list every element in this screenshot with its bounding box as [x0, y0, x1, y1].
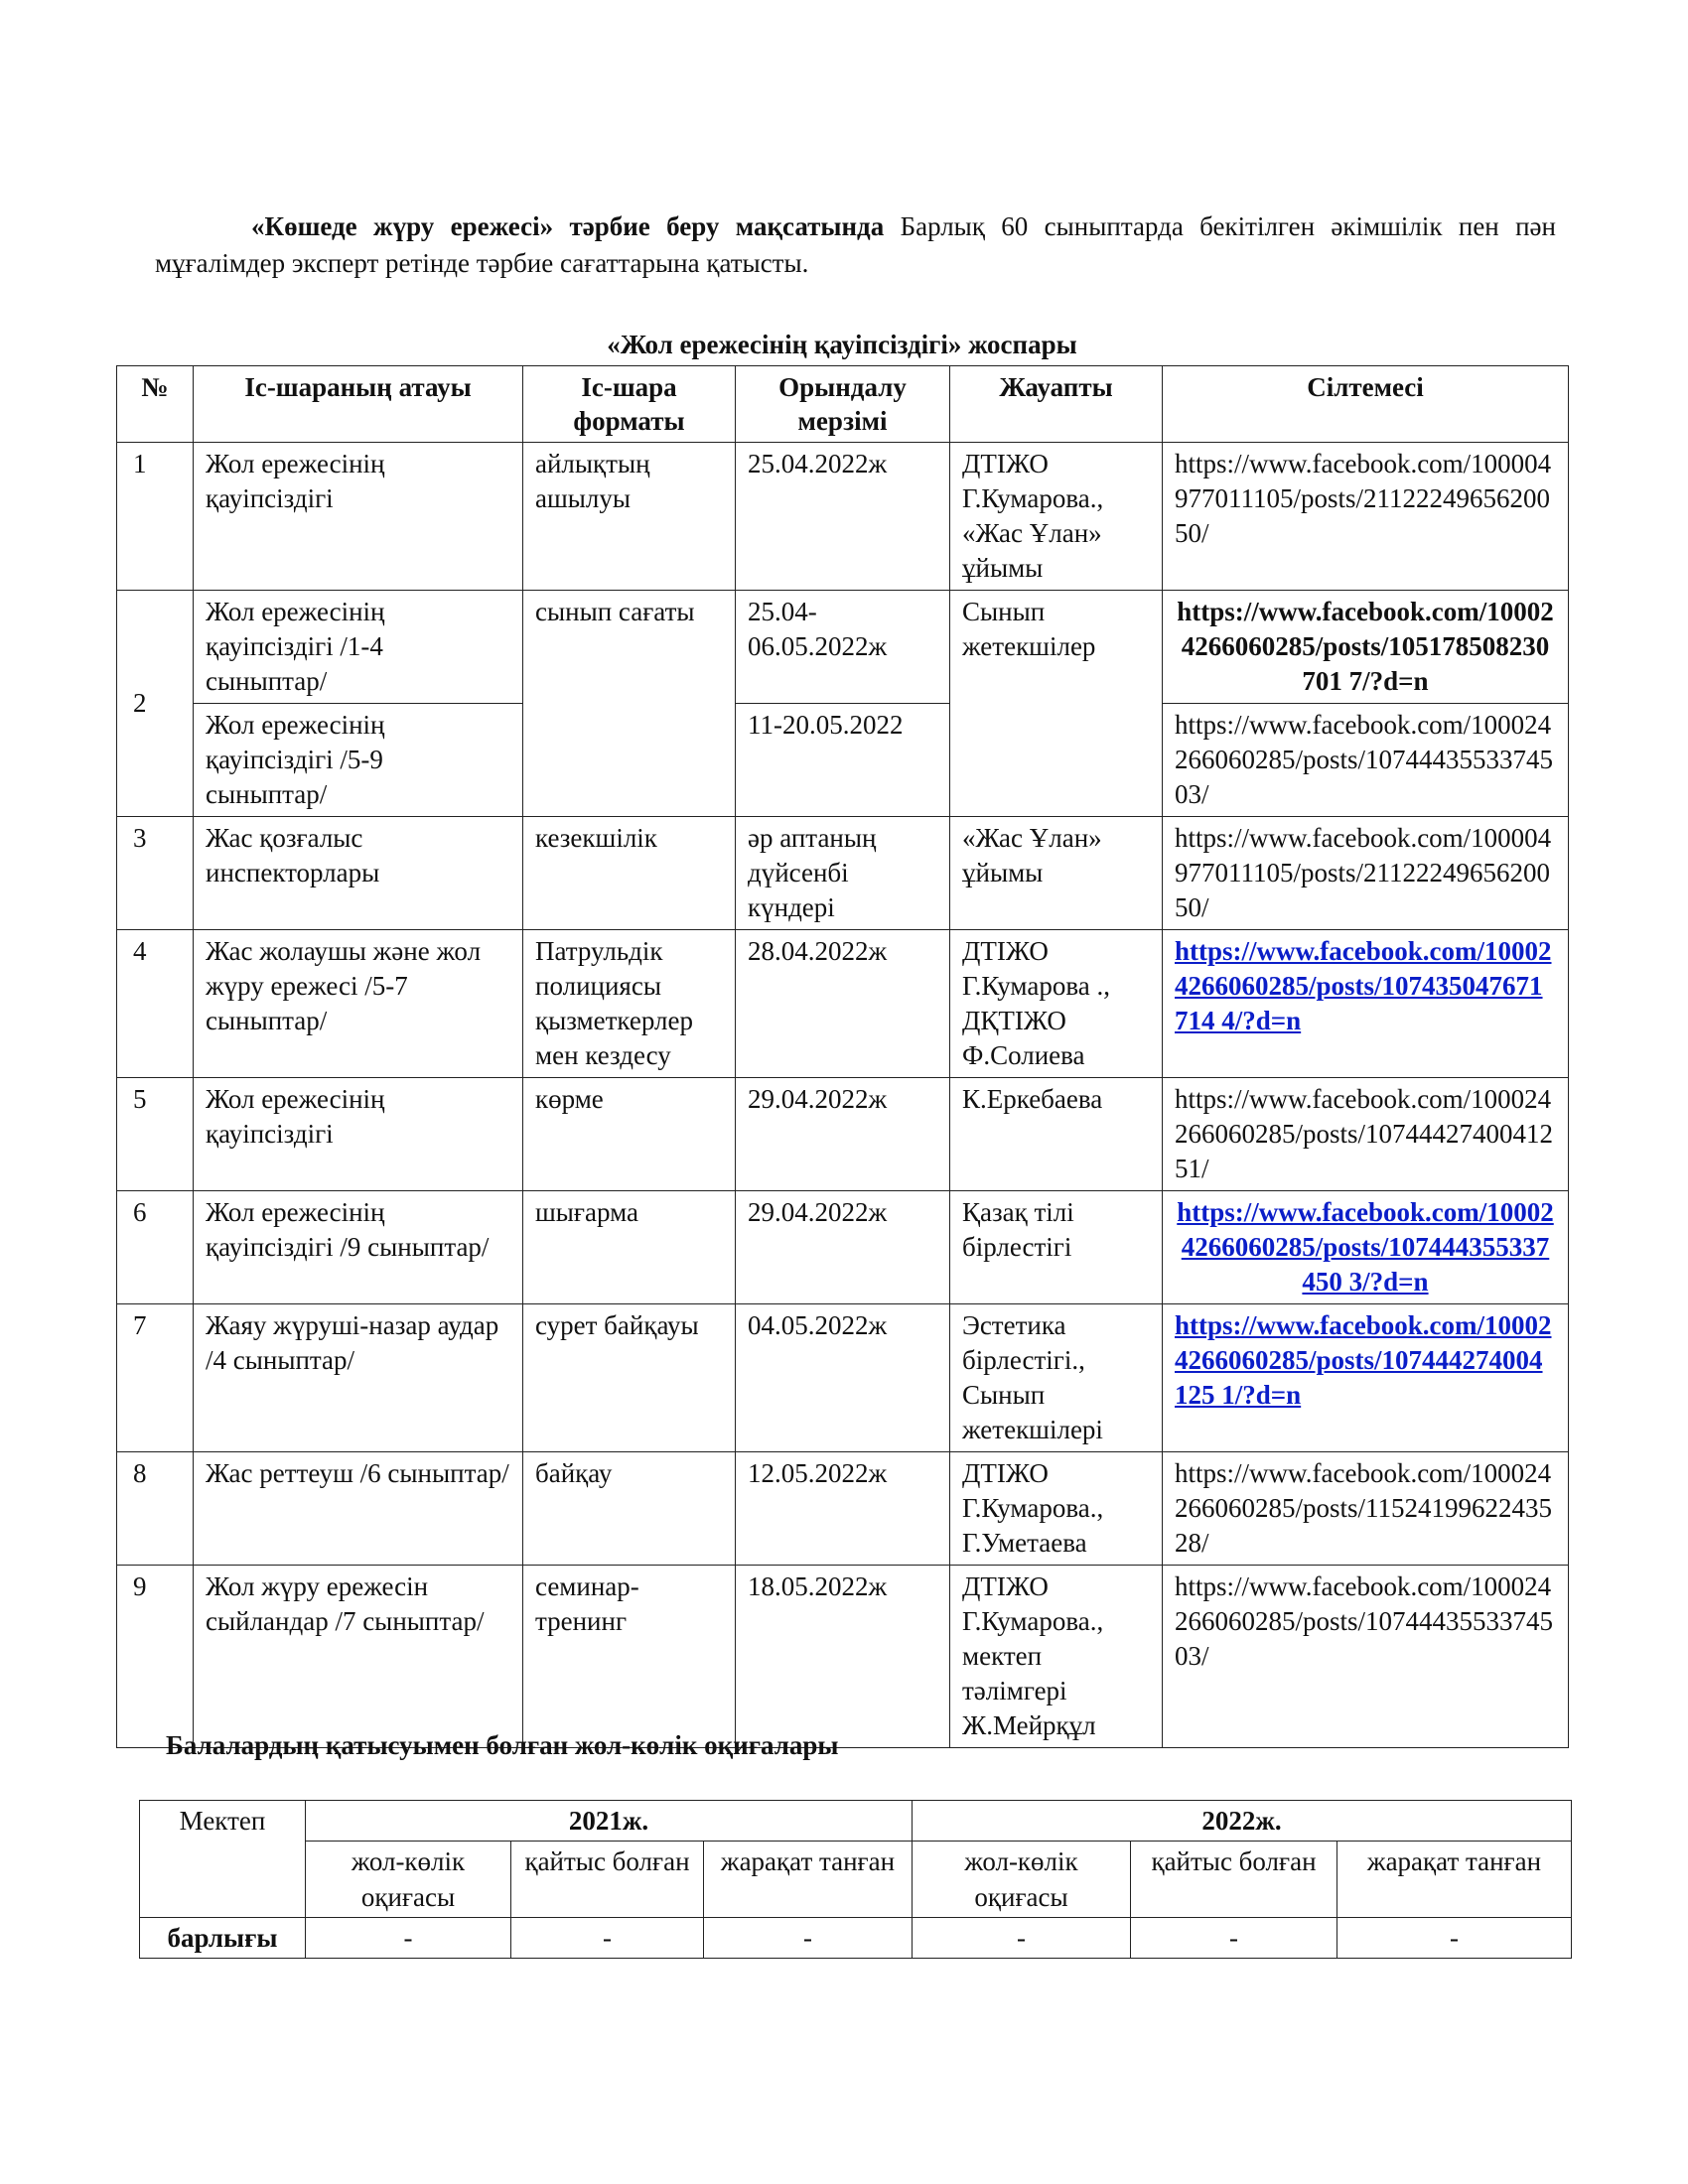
table-row — [117, 443, 1569, 591]
row-date: 28.04.2022ж — [736, 930, 950, 1078]
row-date: 12.05.2022ж — [736, 1452, 950, 1566]
table-row — [117, 1078, 1569, 1191]
row-link: https://www.facebook.com/100024266060285/posts/1074442740041251/ — [1163, 1078, 1569, 1191]
row-name: Жол ережесінің қауіпсіздігі — [194, 443, 523, 591]
row-date: 29.04.2022ж — [736, 1191, 950, 1304]
accidents-title: Балалардың қатысуымен болған жол-көлік оқиғалары — [166, 1730, 839, 1760]
header-responsible: Жауапты — [950, 366, 1163, 443]
row-num: 8 — [117, 1452, 194, 1566]
row-name: Жол жүру ережесін сыйландар /7 сыныптар/ — [194, 1566, 523, 1748]
row-name: Жас қозғалыс инспекторлары — [194, 817, 523, 930]
plan-title: «Жол ережесінің қауіпсіздігі» жоспары — [607, 330, 1077, 359]
table-row — [117, 1566, 1569, 1748]
sub-header-row — [140, 1842, 1572, 1918]
row-date: 04.05.2022ж — [736, 1304, 950, 1452]
table-row — [117, 591, 1569, 704]
header-name: Іс-шараның атауы — [194, 366, 523, 443]
row-link: https://www.facebook.com/100004977011105/posts/2112224965620050/ — [1163, 443, 1569, 591]
sub-header-deaths: қайтыс болған — [511, 1842, 704, 1918]
header-format: Іс-шара форматы — [523, 366, 736, 443]
row-date: әр аптаның дүйсенбі күндері — [736, 817, 950, 930]
row-responsible: ДТІЖО Г.Кумарова., мектеп тәлімгері Ж.Мейрқұл — [950, 1566, 1163, 1748]
value-cell: - — [1131, 1918, 1337, 1959]
row-date: 11-20.05.2022 — [736, 704, 950, 817]
intro-bold: «Көшеде жүру ережесі» тәрбие беру мақсатында — [251, 211, 885, 241]
row-name: Жол ережесінің қауіпсіздігі /1-4 сыныптар/ — [194, 591, 523, 704]
facebook-link[interactable]: https://www.facebook.com/100024266060285/posts/107435047671714 4/?d=n — [1175, 936, 1552, 1035]
table-row — [117, 1304, 1569, 1452]
total-row — [140, 1918, 1572, 1959]
intro-paragraph — [155, 208, 1556, 282]
sub-header-deaths: қайтыс болған — [1131, 1842, 1337, 1918]
row-link-cell — [1163, 930, 1569, 1078]
school-header: Мектеп — [140, 1801, 306, 1918]
table-row — [117, 704, 1569, 817]
row-num: 5 — [117, 1078, 194, 1191]
row-num: 7 — [117, 1304, 194, 1452]
row-link: https://www.facebook.com/100004977011105/posts/2112224965620050/ — [1163, 817, 1569, 930]
row-format: семинар-тренинг — [523, 1566, 736, 1748]
row-format: шығарма — [523, 1191, 736, 1304]
row-link: https://www.facebook.com/100024266060285/posts/1074443553374503/ — [1163, 704, 1569, 817]
table-row — [117, 1452, 1569, 1566]
year-header-row — [140, 1801, 1572, 1842]
sub-header-accident: жол-көлік оқиғасы — [913, 1842, 1131, 1918]
header-date: Орындалу мерзімі — [736, 366, 950, 443]
row-responsible: ДТІЖО Г.Кумарова., «Жас Ұлан» ұйымы — [950, 443, 1163, 591]
header-link: Сілтемесі — [1163, 366, 1569, 443]
row-num: 4 — [117, 930, 194, 1078]
row-responsible: ДТІЖО Г.Кумарова ., ДҚТІЖО Ф.Солиева — [950, 930, 1163, 1078]
row-format: кезекшілік — [523, 817, 736, 930]
row-num: 9 — [117, 1566, 194, 1748]
row-responsible: Эстетика бірлестігі., Сынып жетекшілері — [950, 1304, 1163, 1452]
table-row — [117, 817, 1569, 930]
facebook-link[interactable]: https://www.facebook.com/100024266060285/posts/107444355337450 3/?d=n — [1177, 1197, 1554, 1297]
accidents-table — [139, 1800, 1572, 1959]
sub-header-injured: жарақат танған — [704, 1842, 913, 1918]
row-num: 1 — [117, 443, 194, 591]
row-responsible: Сынып жетекшілер — [950, 591, 1163, 817]
year-2022-header: 2022ж. — [913, 1801, 1572, 1842]
row-format: көрме — [523, 1078, 736, 1191]
row-responsible: К.Еркебаева — [950, 1078, 1163, 1191]
row-responsible: ДТІЖО Г.Кумарова., Г.Уметаева — [950, 1452, 1163, 1566]
year-2021-header: 2021ж. — [306, 1801, 913, 1842]
row-name: Жол ережесінің қауіпсіздігі /9 сыныптар/ — [194, 1191, 523, 1304]
value-cell: - — [306, 1918, 511, 1959]
row-name: Жас реттеуш /6 сыныптар/ — [194, 1452, 523, 1566]
row-format: сынып сағаты — [523, 591, 736, 817]
value-cell: - — [511, 1918, 704, 1959]
header-num: № — [117, 366, 194, 443]
value-cell: - — [704, 1918, 913, 1959]
row-format: айлықтың ашылуы — [523, 443, 736, 591]
value-cell: - — [913, 1918, 1131, 1959]
row-link: https://www.facebook.com/100024266060285/posts/1152419962243528/ — [1163, 1452, 1569, 1566]
row-link[interactable]: https://www.facebook.com/100024266060285/posts/105178508230701 7/?d=n — [1163, 591, 1569, 704]
row-num: 3 — [117, 817, 194, 930]
row-responsible: «Жас Ұлан» ұйымы — [950, 817, 1163, 930]
row-format: сурет байқауы — [523, 1304, 736, 1452]
sub-header-accident: жол-көлік оқиғасы — [306, 1842, 511, 1918]
row-responsible: Қазақ тілі бірлестігі — [950, 1191, 1163, 1304]
intro-text: Барлық 60 сыныптарда бекітілген әкімшілік пен пән мұғалімдер эксперт ретінде тәрбие сағаттарына қатысты. — [155, 211, 1556, 278]
row-name: Жол ережесінің қауіпсіздігі — [194, 1078, 523, 1191]
facebook-link[interactable]: https://www.facebook.com/100024266060285/posts/107444274004125 1/?d=n — [1175, 1310, 1552, 1410]
table-row — [117, 1191, 1569, 1304]
row-link: https://www.facebook.com/100024266060285/posts/1074443553374503/ — [1163, 1566, 1569, 1748]
value-cell: - — [1337, 1918, 1572, 1959]
row-format: байқау — [523, 1452, 736, 1566]
row-num: 2 — [117, 591, 194, 817]
row-link-cell — [1163, 1304, 1569, 1452]
row-name: Жаяу жүруші-назар аудар /4 сыныптар/ — [194, 1304, 523, 1452]
table-row — [117, 930, 1569, 1078]
row-num: 6 — [117, 1191, 194, 1304]
row-label-total: барлығы — [140, 1918, 306, 1959]
row-link-cell — [1163, 1191, 1569, 1304]
row-format: Патрульдік полициясы қызметкерлер мен кездесу — [523, 930, 736, 1078]
row-date: 18.05.2022ж — [736, 1566, 950, 1748]
row-date: 29.04.2022ж — [736, 1078, 950, 1191]
row-date: 25.04-06.05.2022ж — [736, 591, 950, 704]
row-date: 25.04.2022ж — [736, 443, 950, 591]
row-name: Жас жолаушы және жол жүру ережесі /5-7 сыныптар/ — [194, 930, 523, 1078]
row-name: Жол ережесінің қауіпсіздігі /5-9 сыныптар/ — [194, 704, 523, 817]
plan-table — [116, 365, 1569, 1748]
table-header-row — [117, 366, 1569, 443]
sub-header-injured: жарақат танған — [1337, 1842, 1572, 1918]
